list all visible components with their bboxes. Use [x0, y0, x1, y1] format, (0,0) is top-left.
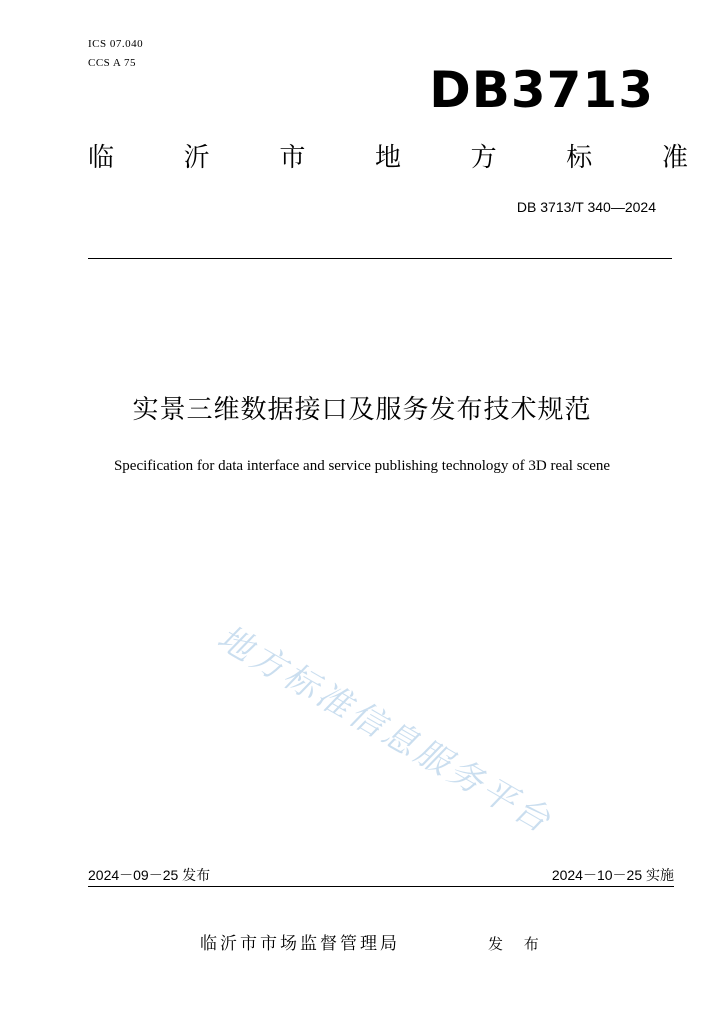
standard-type-heading — [88, 140, 688, 176]
standard-type-char: 市 — [279, 143, 306, 173]
issue-date: 2024－09－25 发布 — [88, 867, 211, 883]
ics-code: ICS 07.040 — [88, 38, 144, 50]
watermark-text: 地方标准信息服务平台 — [210, 617, 560, 843]
standard-type-char: 准 — [661, 143, 688, 173]
document-title-english: Specification for data interface and service publishing technology of 3D real scene — [113, 458, 611, 474]
standard-number: DB 3713/T 340—2024 — [516, 199, 656, 215]
standard-type-char: 标 — [566, 143, 593, 173]
top-divider — [88, 258, 672, 259]
issuing-authority: 临沂市市场监督管理局 — [200, 934, 400, 954]
standard-type-char: 沂 — [183, 143, 210, 173]
standard-logo-code: DB3713 — [429, 61, 654, 119]
bottom-divider — [88, 886, 674, 887]
standard-type-char: 方 — [470, 143, 497, 173]
document-title-chinese: 实景三维数据接口及服务发布技术规范 — [132, 395, 592, 425]
standard-type-char: 临 — [88, 143, 115, 173]
ccs-code: CCS A 75 — [88, 57, 137, 69]
issued-label: 发 布 — [488, 935, 547, 953]
implementation-date: 2024－10－25 实施 — [551, 867, 674, 883]
standard-type-char: 地 — [374, 143, 401, 173]
